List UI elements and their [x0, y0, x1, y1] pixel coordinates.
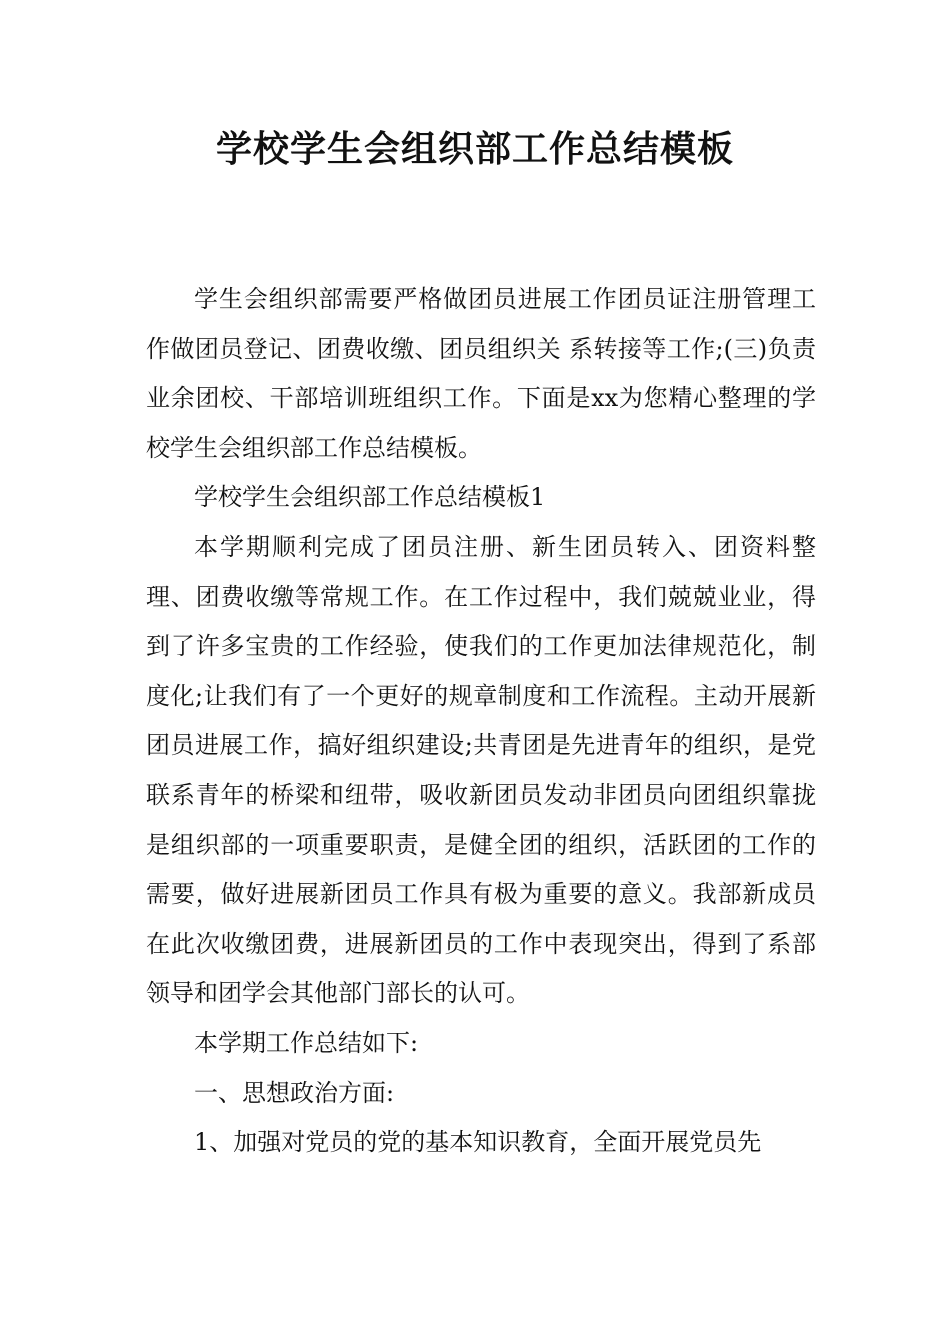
section-heading-ideology: 一、思想政治方面: — [194, 1078, 395, 1107]
list-item-1: 1、加强对党员的党的基本知识教育，全面开展党员先 — [194, 1128, 762, 1157]
intro-paragraph: 学生会组织部需要严格做团员进展工作团员证注册管理工作做团员登记、团费收缴、团员组织关 系转接等工作;(三)负责业余团校、干部培训班组织工作。下面是xx为您精心整理的学校学生会组织部工作总结模板。 — [146, 285, 816, 462]
summary-intro-line: 本学期工作总结如下: — [194, 1028, 419, 1057]
body-paragraph: 本学期顺利完成了团员注册、新生团员转入、团资料整理、团费收缴等常规工作。在工作过程中，我们兢兢业业，得到了许多宝贵的工作经验，使我们的工作更加法律规范化，制度化;让我们有了一个更好的规章制度和工作流程。主动开展新团员进展工作，搞好组织建设;共青团是先进青年的组织，是党联系青年的桥梁和纽带，吸收新团员发动非团员向团组织靠拢是组织部的一项重要职责，是健全团的组织，活跃团的工作的需要，做好进展新团员工作具有极为重要的意义。我部新成员在此次收缴团费，进展新团员的工作中表现突出，得到了系部领导和团学会其他部门部长的认可。 — [146, 532, 816, 1008]
document-title: 学校学生会组织部工作总结模板 — [215, 129, 734, 170]
section-heading-template-1: 学校学生会组织部工作总结模板1 — [194, 483, 546, 512]
document-body — [146, 275, 816, 1168]
